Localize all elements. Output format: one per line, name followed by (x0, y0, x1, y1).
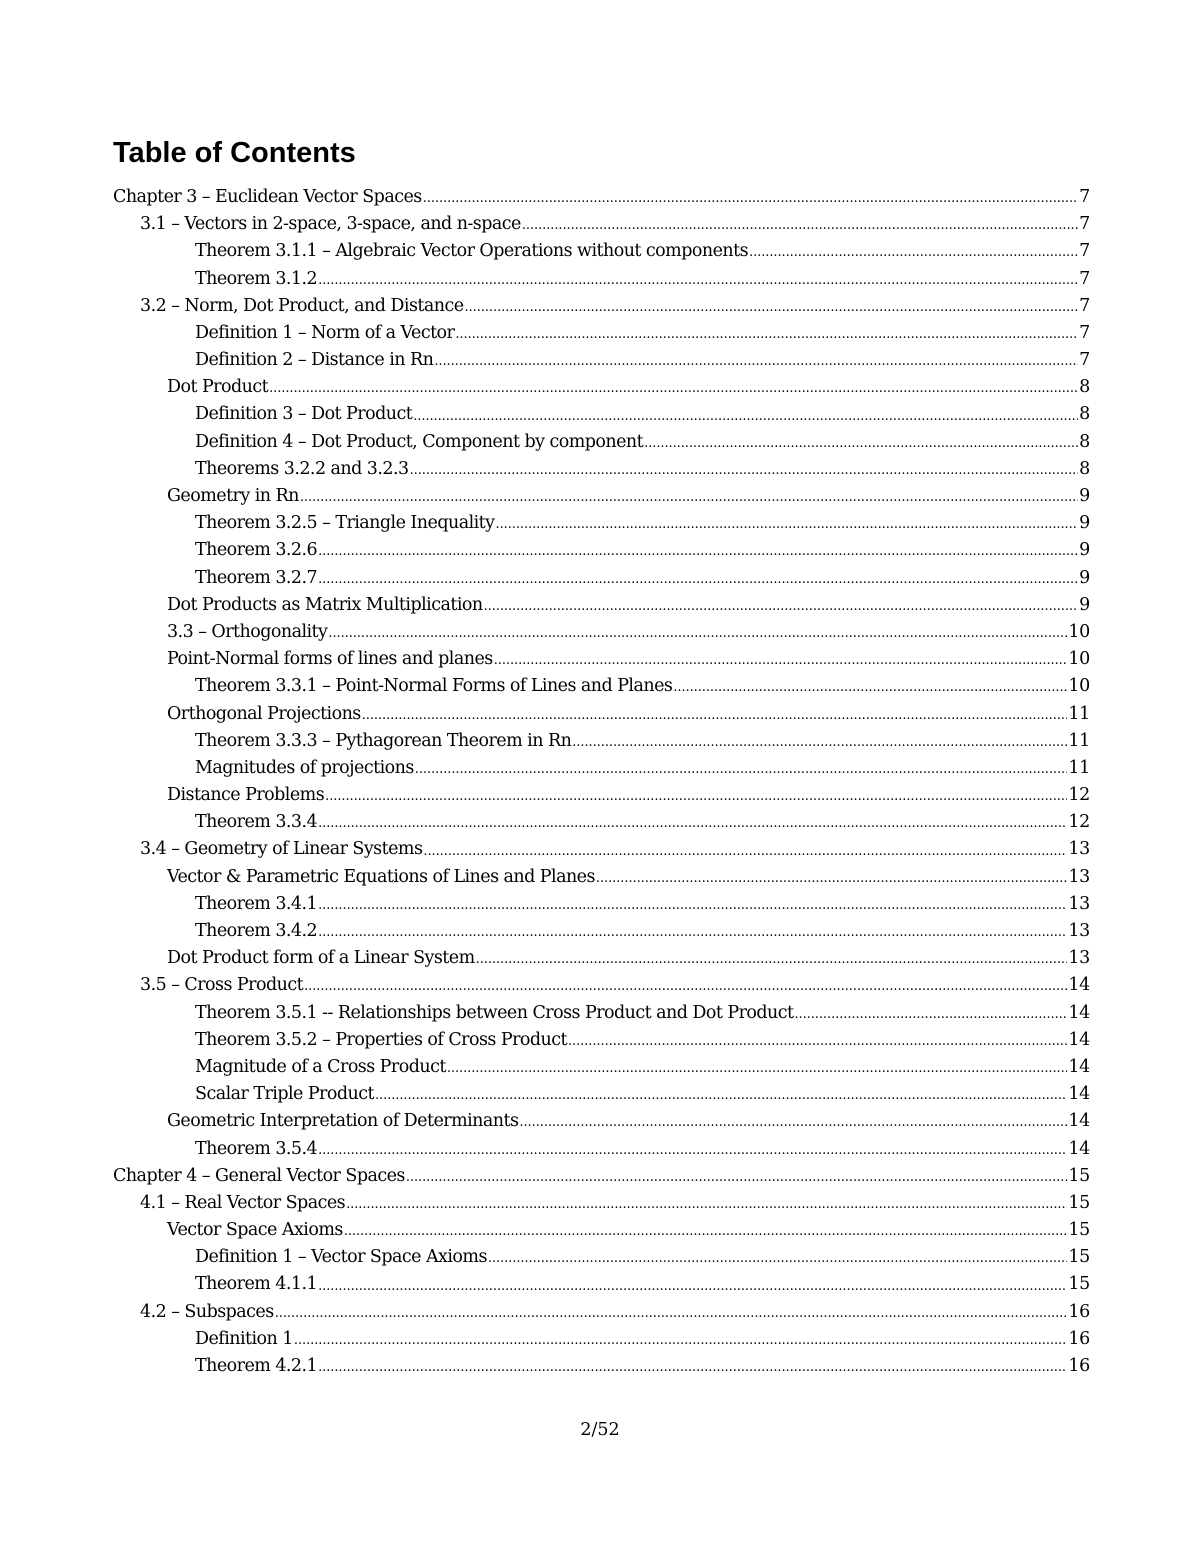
toc-entry-text: Theorem 4.1.1 (195, 1274, 318, 1295)
toc-entry[interactable] (0, 510, 1090, 537)
toc-entry-page: 9 (1079, 540, 1090, 561)
toc-dot-leader (415, 755, 1068, 782)
toc-dot-leader (484, 592, 1079, 619)
toc-entry[interactable] (0, 1136, 1090, 1163)
toc-entry-page: 16 (1068, 1328, 1090, 1349)
toc-entry-page: 7 (1079, 350, 1090, 371)
toc-entry-page: 7 (1079, 214, 1090, 235)
toc-entry-text: Theorems 3.2.2 and 3.2.3 (195, 458, 409, 479)
toc-dot-leader (455, 320, 1078, 347)
toc-entry-page: 8 (1079, 404, 1090, 425)
toc-dot-leader (488, 1244, 1067, 1271)
toc-entry-page: 9 (1079, 594, 1090, 615)
toc-entry-text: 3.3 – Orthogonality (167, 621, 328, 642)
toc-entry-text: Chapter 3 – Euclidean Vector Spaces (113, 186, 422, 207)
toc-entry-text: Theorem 4.2.1 (195, 1356, 318, 1377)
toc-entry[interactable] (0, 673, 1090, 700)
toc-entry[interactable] (0, 1108, 1090, 1135)
toc-entry-text: Theorem 3.3.4 (195, 812, 318, 833)
toc-dot-leader (300, 483, 1078, 510)
toc-entry-text: Theorem 3.5.1 -- Relationships between Cross Product and Dot Product (195, 1002, 794, 1023)
toc-entry[interactable] (0, 728, 1090, 755)
toc-entry-text: 3.2 – Norm, Dot Product, and Distance (140, 295, 464, 316)
toc-entry[interactable] (0, 1054, 1090, 1081)
toc-entry[interactable] (0, 565, 1090, 592)
toc-dot-leader (318, 565, 1078, 592)
toc-entry-text: Theorem 3.3.3 – Pythagorean Theorem in Rn (195, 730, 572, 751)
toc-entry-page: 11 (1068, 730, 1090, 751)
toc-entry[interactable] (0, 347, 1090, 374)
toc-entry-page: 9 (1079, 513, 1090, 534)
toc-entry[interactable] (0, 1190, 1090, 1217)
toc-entry[interactable] (0, 1353, 1090, 1380)
toc-entry-page: 11 (1068, 757, 1090, 778)
toc-entry-text: Theorem 3.2.5 – Triangle Inequality (195, 513, 495, 534)
toc-entry-page: 10 (1068, 676, 1090, 697)
toc-entry-text: 3.1 – Vectors in 2-space, 3-space, and n-space (140, 214, 521, 235)
toc-dot-leader (328, 619, 1067, 646)
toc-entry-text: Geometric Interpretation of Determinants (167, 1111, 519, 1132)
toc-dot-leader (325, 782, 1067, 809)
toc-entry[interactable] (0, 1081, 1090, 1108)
toc-dot-leader (494, 646, 1068, 673)
toc-entry[interactable] (0, 211, 1090, 238)
toc-dot-leader (346, 1190, 1067, 1217)
toc-entry-text: Dot Product (167, 377, 269, 398)
toc-entry-page: 16 (1068, 1301, 1090, 1322)
toc-dot-leader (318, 809, 1067, 836)
toc-entry[interactable] (0, 483, 1090, 510)
toc-dot-leader (318, 537, 1078, 564)
toc-entry[interactable] (0, 918, 1090, 945)
toc-entry[interactable] (0, 266, 1090, 293)
toc-dot-leader (476, 945, 1068, 972)
toc-dot-leader (318, 1136, 1067, 1163)
toc-dot-leader (304, 972, 1067, 999)
toc-entry-text: Definition 2 – Distance in Rn (195, 350, 434, 371)
toc-entry-page: 7 (1079, 322, 1090, 343)
toc-entry[interactable] (0, 1027, 1090, 1054)
toc-dot-leader (318, 1272, 1067, 1299)
toc-entry[interactable] (0, 320, 1090, 347)
toc-entry[interactable] (0, 972, 1090, 999)
toc-entry-text: Definition 1 – Vector Space Axioms (195, 1247, 487, 1268)
toc-entry[interactable] (0, 646, 1090, 673)
toc-dot-leader (318, 891, 1067, 918)
page-number: 2/52 (580, 1420, 620, 1440)
toc-entry[interactable] (0, 374, 1090, 401)
toc-entry-page: 7 (1079, 186, 1090, 207)
toc-entry-page: 15 (1068, 1220, 1090, 1241)
toc-entry-page: 14 (1068, 1084, 1090, 1105)
toc-entry-text: Distance Problems (167, 785, 325, 806)
toc-entry-page: 14 (1068, 1111, 1090, 1132)
toc-entry-page: 14 (1068, 1138, 1090, 1159)
toc-dot-leader (673, 673, 1067, 700)
toc-entry-page: 9 (1079, 567, 1090, 588)
toc-entry-page: 13 (1068, 921, 1090, 942)
toc-dot-leader (375, 1081, 1067, 1108)
toc-title: Table of Contents (113, 137, 356, 169)
toc-entry-text: Theorem 3.1.1 – Algebraic Vector Operations without components (195, 241, 749, 262)
toc-entry[interactable] (0, 619, 1090, 646)
toc-entry[interactable] (0, 293, 1090, 320)
toc-dot-leader (496, 510, 1079, 537)
toc-entry-page: 14 (1068, 1029, 1090, 1050)
toc-entry[interactable] (0, 755, 1090, 782)
toc-entry-page: 10 (1068, 621, 1090, 642)
toc-dot-leader (794, 1000, 1067, 1027)
toc-entry-text: Geometry in Rn (167, 486, 299, 507)
toc-entry-page: 14 (1068, 1002, 1090, 1023)
toc-entry-text: Vector & Parametric Equations of Lines and Planes (167, 866, 595, 887)
toc-entry-text: Theorem 3.4.1 (195, 893, 318, 914)
toc-entry-text: Orthogonal Projections (167, 703, 361, 724)
toc-entry-text: Point-Normal forms of lines and planes (167, 649, 493, 670)
toc-entry-text: Scalar Triple Product (195, 1084, 374, 1105)
toc-dot-leader (644, 429, 1078, 456)
toc-entry[interactable] (0, 238, 1090, 265)
toc-entry[interactable] (0, 184, 1090, 211)
toc-entry-text: Vector Space Axioms (167, 1220, 343, 1241)
toc-entry-text: Dot Product form of a Linear System (167, 948, 475, 969)
toc-entry-text: Theorem 3.2.6 (195, 540, 318, 561)
toc-dot-leader (362, 701, 1068, 728)
toc-entry[interactable] (0, 1244, 1090, 1271)
toc-entry-text: 3.4 – Geometry of Linear Systems (140, 839, 423, 860)
toc-entry-page: 15 (1068, 1192, 1090, 1213)
toc-entry-text: 4.1 – Real Vector Spaces (140, 1192, 346, 1213)
toc-dot-leader (275, 1299, 1068, 1326)
toc-dot-leader (294, 1326, 1067, 1353)
toc-dot-leader (465, 293, 1079, 320)
toc-entry-text: Theorem 3.4.2 (195, 921, 318, 942)
toc-entry-page: 8 (1079, 377, 1090, 398)
toc-entry-text: Magnitudes of projections (195, 757, 414, 778)
toc-entry-page: 9 (1079, 486, 1090, 507)
toc-entry-page: 13 (1068, 866, 1090, 887)
toc-entry-text: Magnitude of a Cross Product (195, 1056, 446, 1077)
toc-entry-page: 15 (1068, 1274, 1090, 1295)
toc-entry[interactable] (0, 402, 1090, 429)
toc-entry[interactable] (0, 456, 1090, 483)
toc-dot-leader (572, 728, 1067, 755)
toc-entry[interactable] (0, 1326, 1090, 1353)
toc-entry-text: Dot Products as Matrix Multiplication (167, 594, 483, 615)
toc-entry-page: 8 (1079, 458, 1090, 479)
toc-entry-text: Definition 4 – Dot Product, Component by component (195, 431, 644, 452)
toc-dot-leader (749, 238, 1078, 265)
toc-entry-page: 12 (1068, 785, 1090, 806)
toc-dot-leader (269, 374, 1078, 401)
toc-dot-leader (447, 1054, 1068, 1081)
toc-dot-leader (519, 1108, 1067, 1135)
toc-dot-leader (410, 456, 1079, 483)
toc-entry-text: Theorem 3.1.2 (195, 268, 318, 289)
toc-entry-text: Theorem 3.5.4 (195, 1138, 318, 1159)
toc-list (0, 184, 1200, 1380)
toc-entry[interactable] (0, 809, 1090, 836)
toc-entry[interactable] (0, 1000, 1090, 1027)
toc-dot-leader (522, 211, 1078, 238)
toc-entry-page: 10 (1068, 649, 1090, 670)
toc-entry-text: Definition 3 – Dot Product (195, 404, 413, 425)
toc-entry-page: 13 (1068, 839, 1090, 860)
toc-entry-page: 14 (1068, 975, 1090, 996)
toc-entry[interactable] (0, 592, 1090, 619)
toc-entry-text: Definition 1 (195, 1328, 293, 1349)
toc-dot-leader (318, 1353, 1067, 1380)
toc-entry-page: 16 (1068, 1356, 1090, 1377)
toc-dot-leader (423, 184, 1078, 211)
toc-entry-text: 3.5 – Cross Product (140, 975, 304, 996)
toc-entry[interactable] (0, 1163, 1090, 1190)
toc-dot-leader (568, 1027, 1067, 1054)
toc-entry-text: Definition 1 – Norm of a Vector (195, 322, 455, 343)
toc-entry-text: Theorem 3.3.1 – Point-Normal Forms of Lines and Planes (195, 676, 673, 697)
toc-entry-text: Theorem 3.2.7 (195, 567, 318, 588)
toc-entry-page: 14 (1068, 1056, 1090, 1077)
toc-entry[interactable] (0, 429, 1090, 456)
toc-entry[interactable] (0, 1299, 1090, 1326)
toc-entry-page: 13 (1068, 948, 1090, 969)
toc-dot-leader (318, 918, 1067, 945)
toc-entry-text: 4.2 – Subspaces (140, 1301, 274, 1322)
toc-entry[interactable] (0, 782, 1090, 809)
toc-dot-leader (413, 402, 1078, 429)
toc-dot-leader (344, 1217, 1068, 1244)
toc-entry-page: 13 (1068, 893, 1090, 914)
toc-entry-page: 11 (1068, 703, 1090, 724)
toc-entry[interactable] (0, 701, 1090, 728)
toc-entry[interactable] (0, 537, 1090, 564)
toc-entry[interactable] (0, 1217, 1090, 1244)
toc-entry-page: 7 (1079, 295, 1090, 316)
toc-dot-leader (423, 837, 1067, 864)
toc-entry[interactable] (0, 945, 1090, 972)
toc-entry-page: 15 (1068, 1165, 1090, 1186)
toc-entry-text: Theorem 3.5.2 – Properties of Cross Product (195, 1029, 567, 1050)
toc-dot-leader (596, 864, 1067, 891)
toc-dot-leader (434, 347, 1078, 374)
toc-entry[interactable] (0, 891, 1090, 918)
toc-entry[interactable] (0, 837, 1090, 864)
toc-entry-text: Chapter 4 – General Vector Spaces (113, 1165, 405, 1186)
toc-entry-page: 15 (1068, 1247, 1090, 1268)
toc-dot-leader (318, 266, 1078, 293)
toc-entry[interactable] (0, 864, 1090, 891)
toc-entry-page: 12 (1068, 812, 1090, 833)
toc-dot-leader (406, 1163, 1067, 1190)
toc-entry-page: 7 (1079, 268, 1090, 289)
toc-entry-page: 8 (1079, 431, 1090, 452)
toc-entry[interactable] (0, 1272, 1090, 1299)
toc-entry-page: 7 (1079, 241, 1090, 262)
